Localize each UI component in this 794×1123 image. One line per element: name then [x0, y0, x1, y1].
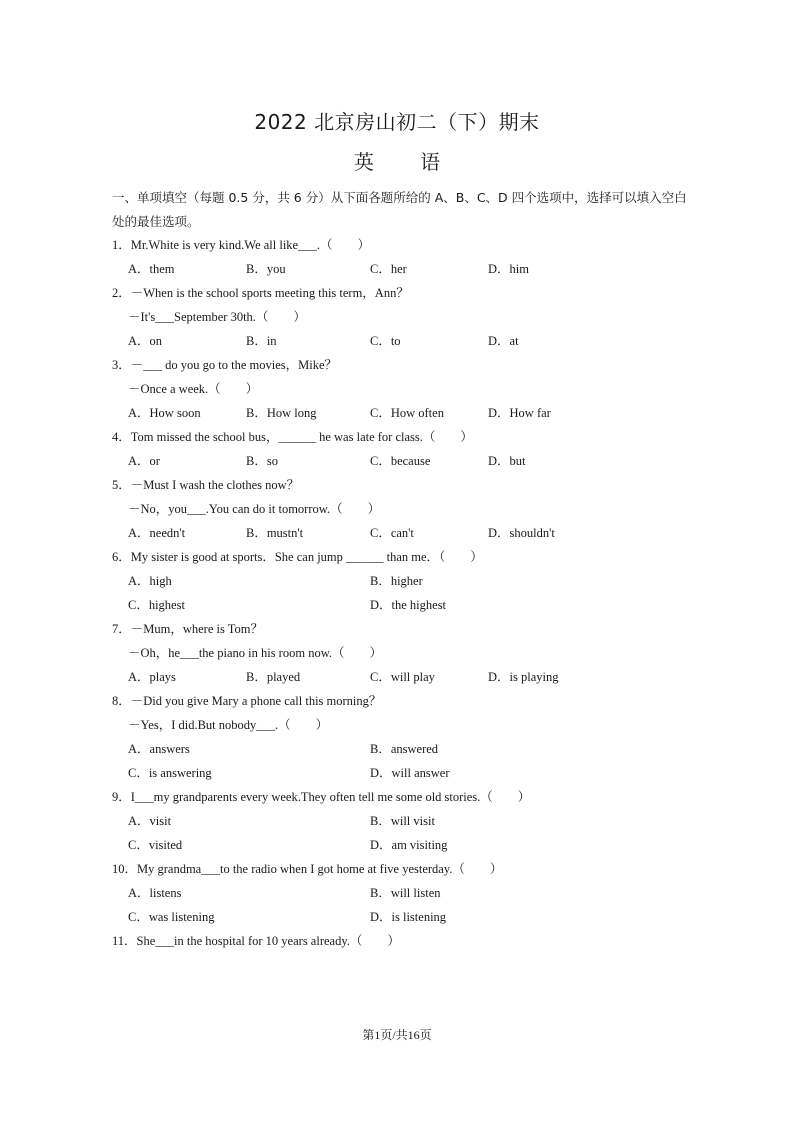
option-d: D．will answer [370, 766, 450, 780]
option-c: C．can't [370, 526, 414, 540]
option-d: D．him [488, 262, 529, 276]
question-dialogue-line: －It's___September 30th.（ ） [128, 310, 306, 324]
option-d: D．am visiting [370, 838, 448, 852]
page-footer: 第1页/共16页 [362, 1028, 432, 1042]
question-item [112, 857, 702, 929]
option-a: A．them [128, 262, 175, 276]
option-a: A．listens [128, 886, 182, 900]
option-row [112, 737, 702, 761]
option-a: A．high [128, 574, 172, 588]
option-a: A．on [128, 334, 163, 348]
question-item [112, 233, 702, 281]
option-row [112, 329, 702, 353]
option-c: C．to [370, 334, 401, 348]
question-item [112, 785, 702, 857]
option-row [112, 761, 702, 785]
option-c: C．is answering [128, 766, 212, 780]
option-row [112, 833, 702, 857]
question-dialogue-line: －Oh，he___the piano in his room now.（ ） [128, 646, 383, 660]
option-b: B．you [246, 262, 286, 276]
option-row [112, 593, 702, 617]
subject-char-1: 英 [353, 150, 374, 174]
question-stem: 5．－Must I wash the clothes now？ [112, 478, 300, 492]
option-d: D．shouldn't [488, 526, 555, 540]
option-b: B．will listen [370, 886, 441, 900]
question-dialogue-line: －Yes，I did.But nobody___.（ ） [128, 718, 329, 732]
question-stem: 3．－___ do you go to the movies，Mike？ [112, 358, 337, 372]
option-row [112, 905, 702, 929]
option-b: B．will visit [370, 814, 435, 828]
question-item [112, 929, 702, 953]
option-a: A．plays [128, 670, 176, 684]
option-row [112, 521, 702, 545]
option-a: A．visit [128, 814, 172, 828]
option-d: D．the highest [370, 598, 447, 612]
subject-char-2: 语 [420, 150, 441, 174]
option-c: C．visited [128, 838, 183, 852]
option-d: D．at [488, 334, 519, 348]
question-stem: 2．－When is the school sports meeting this term，Ann？ [112, 286, 409, 300]
option-a: A．answers [128, 742, 190, 756]
question-stem: 6．My sister is good at sports．She can jump ______ than me．（ ） [112, 550, 483, 564]
subject-heading [0, 146, 794, 175]
option-c: C．highest [128, 598, 185, 612]
option-a: A．needn't [128, 526, 186, 540]
option-c: C．will play [370, 670, 435, 684]
exam-title: 2022 北京房山初二（下）期末 [254, 110, 540, 134]
question-item [112, 617, 702, 689]
question-item [112, 545, 702, 617]
question-stem: 7．－Mum，where is Tom？ [112, 622, 263, 636]
question-stem: 10．My grandma___to the radio when I got home at five yesterday.（ ） [112, 862, 503, 876]
option-row [112, 665, 702, 689]
option-b: B．answered [370, 742, 439, 756]
option-row [112, 449, 702, 473]
option-row [112, 881, 702, 905]
option-d: D．How far [488, 406, 551, 420]
option-c: C．was listening [128, 910, 215, 924]
question-list [112, 233, 702, 953]
question-stem: 9．I___my grandparents every week.They often tell me some old stories.（ ） [112, 790, 531, 804]
option-row [112, 809, 702, 833]
question-item [112, 689, 702, 785]
option-b: B．so [246, 454, 278, 468]
option-a: A．How soon [128, 406, 201, 420]
section-instruction: 一、单项填空（每题 0.5 分，共 6 分）从下面各题所给的 A、B、C、D 四个选项中，选择可以填入空白处的最佳选项。 [112, 190, 687, 229]
option-c: C．her [370, 262, 407, 276]
question-item [112, 353, 702, 425]
question-dialogue-line: －Once a week.（ ） [128, 382, 259, 396]
option-row [112, 257, 702, 281]
question-stem: 8．－Did you give Mary a phone call this morning？ [112, 694, 382, 708]
question-item [112, 425, 702, 473]
option-b: B．How long [246, 406, 317, 420]
question-item [112, 281, 702, 353]
option-b: B．higher [370, 574, 423, 588]
option-c: C．because [370, 454, 431, 468]
option-d: D．is playing [488, 670, 559, 684]
option-row [112, 569, 702, 593]
option-row [112, 401, 702, 425]
question-stem: 1．Mr.White is very kind.We all like___.（ ） [112, 238, 370, 252]
question-item [112, 473, 702, 545]
option-b: B．in [246, 334, 277, 348]
option-d: D．but [488, 454, 526, 468]
option-d: D．is listening [370, 910, 447, 924]
option-c: C．How often [370, 406, 444, 420]
option-a: A．or [128, 454, 160, 468]
question-stem: 4．Tom missed the school bus，______ he was late for class.（ ） [112, 430, 473, 444]
question-stem: 11．She___in the hospital for 10 years already.（ ） [112, 934, 400, 948]
option-b: B．played [246, 670, 301, 684]
question-dialogue-line: －No，you___.You can do it tomorrow.（ ） [128, 502, 381, 516]
option-b: B．mustn't [246, 526, 304, 540]
